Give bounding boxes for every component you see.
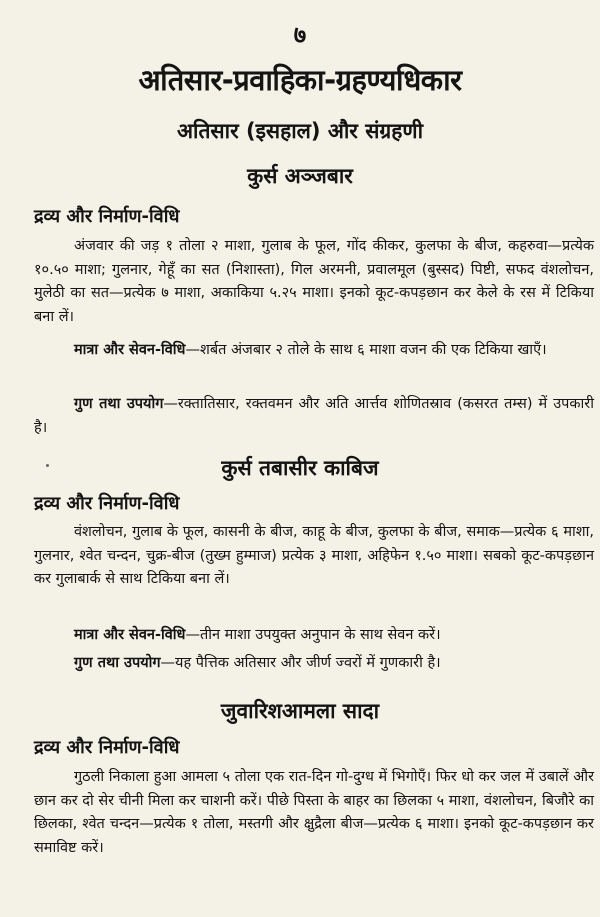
- paragraph-text: गुठली निकाला हुआ आमला ५ तोला एक रात-दिन गो-दुग्ध में भिगोएँ। फिर धो कर जल में उबालें और छान कर दो सेर चीनी मिला कर चाशनी करें। पीछे पिस्ता के बाहर का छिलका ५ माशा, वंशलोचन, बिजौरे का छिलका, श्वेत चन्दन—प्रत्येक १ तोला, मस्तगी और क्षुद्रैला बीज—प्रत्येक ६ माशा। इनको कूट-कपड़छान कर समाविष्ट करें।: [34, 769, 594, 856]
- section-title: कुर्स अञ्जबार: [247, 164, 353, 188]
- paragraph-text: —शर्बत अंजबार २ तोले के साथ ६ माशा वजन की एक टिकिया खाएँ।: [185, 342, 547, 358]
- paragraph-label: मात्रा और सेवन-विधि: [74, 627, 186, 643]
- paragraph-text: —रक्तातिसार, रक्तवमन और अति आर्त्तव शोणितस्राव (कसरत तम्स) में उपकारी है।: [34, 396, 594, 436]
- paragraph: [34, 339, 594, 363]
- page-number: ७: [293, 21, 307, 49]
- section-subheading: द्रव्य और निर्माण-विधि: [34, 493, 180, 514]
- paragraph: [34, 393, 594, 440]
- section-title: कुर्स तबासीर काबिज: [221, 456, 379, 480]
- paragraph: [34, 652, 594, 676]
- chapter-subtitle: अतिसार (इसहाल) और संग्रहणी: [176, 119, 424, 143]
- chapter-title: अतिसार-प्रवाहिका-ग्रहण्यधिकार: [138, 63, 462, 97]
- paragraph-text: —तीन माशा उपयुक्त अनुपान के साथ सेवन करें।: [185, 627, 441, 643]
- section-title: जुवारिशआमला सादा: [220, 699, 380, 723]
- section-subheading: द्रव्य और निर्माण-विधि: [34, 206, 180, 227]
- paragraph: [34, 624, 594, 648]
- paragraph-label: गुण तथा उपयोग: [74, 655, 161, 671]
- paragraph-text: —यह पैत्तिक अतिसार और जीर्ण ज्वरों में गुणकारी है।: [160, 655, 441, 671]
- paragraph-text: वंशलोचन, गुलाब के फूल, कासनी के बीज, काहू के बीज, कुलफा के बीज, समाक—प्रत्येक ६ माशा, गुलनार, श्वेत चन्दन, चुक्र-बीज (तुख्म हुम्माज) प्रत्येक ३ माशा, अहिफेन १.५० माशा। सबको कूट-कपड़छान कर गुलाबार्क से साथ टिकिया बना लें।: [34, 524, 594, 587]
- paragraph-text: अंजवार की जड़ १ तोला २ माशा, गुलाब के फूल, गोंद कीकर, कुलफा के बीज, कहरुवा—प्रत्येक १०.५० माशा; गुलनार, गेहूँ का सत (निशास्ता), गिल अरमनी, प्रवालमूल (बुस्सद) पिष्टी, सफद वंशलोचन, मुलेठी का सत—प्रत्येक ७ माशा, अकाकिया ५.२५ माशा। इनको कूट-कपड़छान कर केले के रस में टिकिया बना लें।: [34, 238, 594, 325]
- paragraph-label: मात्रा और सेवन-विधि: [74, 342, 186, 358]
- paragraph: [34, 766, 594, 860]
- paragraph: [34, 235, 594, 329]
- section-subheading: द्रव्य और निर्माण-विधि: [34, 737, 180, 758]
- paragraph: [34, 521, 594, 592]
- paragraph-label: गुण तथा उपयोग: [74, 396, 164, 412]
